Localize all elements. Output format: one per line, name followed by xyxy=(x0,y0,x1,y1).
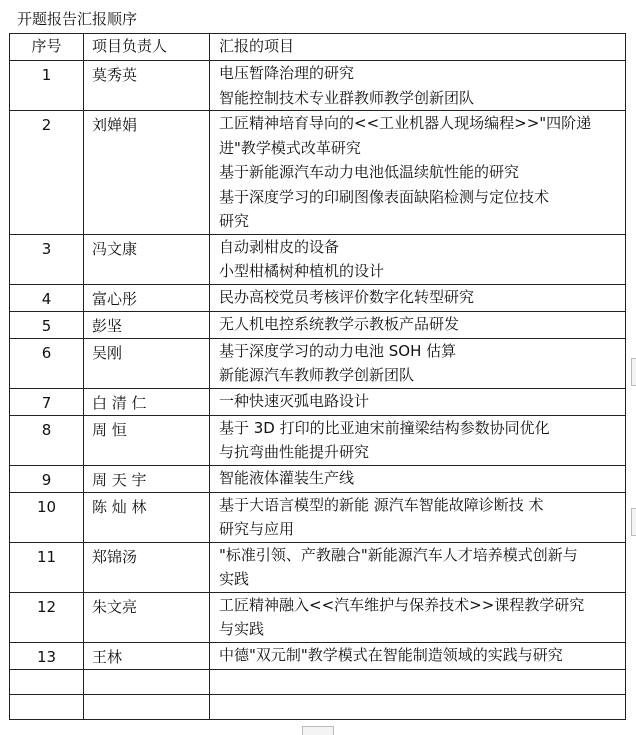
header-leader: 项目负责人 xyxy=(84,34,210,61)
project-leader: 周 恒 xyxy=(84,415,210,465)
table-row xyxy=(10,542,626,592)
row-number: 3 xyxy=(10,234,84,284)
project-list xyxy=(210,642,626,669)
project-line: 工匠精神融入<<汽车维护与保养技术>>课程教学研究 xyxy=(219,595,585,614)
table-row xyxy=(10,415,626,465)
table-row xyxy=(10,284,626,311)
page-margin-marker xyxy=(631,508,636,536)
project-line: 工匠精神培育导向的<<工业机器人现场编程>>"四阶递 xyxy=(219,114,592,132)
project-line: 实践 xyxy=(219,570,250,588)
project-line: 智能控制技术专业群教师教学创新团队 xyxy=(219,88,475,107)
row-number: 10 xyxy=(10,492,84,542)
project-line: 电压暂降治理的研究 xyxy=(219,64,355,82)
row-number: 1 xyxy=(10,61,84,111)
empty-cell[interactable] xyxy=(210,694,626,719)
row-number: 13 xyxy=(10,642,84,669)
project-list xyxy=(210,542,626,592)
project-list xyxy=(210,234,626,284)
table-row xyxy=(10,388,626,415)
project-list xyxy=(210,592,626,642)
project-leader: 彭坚 xyxy=(84,311,210,338)
project-line: 基于深度学习的动力电池 SOH 估算 xyxy=(219,341,457,360)
project-line: 基于大语言模型的新能 源汽车智能故障诊断技 术 xyxy=(219,495,544,514)
row-number: 5 xyxy=(10,311,84,338)
project-line: 基于 3D 打印的比亚迪宋前撞梁结构参数协同优化 xyxy=(219,418,550,437)
project-leader: 王林 xyxy=(84,642,210,669)
table-row xyxy=(10,592,626,642)
empty-cell[interactable] xyxy=(10,694,84,719)
row-number: 2 xyxy=(10,111,84,235)
empty-cell[interactable] xyxy=(84,669,210,694)
project-leader: 吴刚 xyxy=(84,338,210,388)
table-row xyxy=(10,492,626,542)
document-title: 开题报告汇报顺序 xyxy=(17,10,138,28)
project-list xyxy=(210,338,626,388)
row-number: 12 xyxy=(10,592,84,642)
table-row xyxy=(10,234,626,284)
project-line: "标准引领、产教融合"新能源汽车人才培养模式创新与 xyxy=(219,545,578,564)
project-line: 无人机电控系统教学示教板产品研发 xyxy=(219,314,460,333)
project-line: 智能液体灌装生产线 xyxy=(219,468,355,487)
project-leader: 富心彤 xyxy=(84,284,210,311)
project-line: 与抗弯曲性能提升研究 xyxy=(219,443,370,461)
project-line: 小型柑橘树种植机的设计 xyxy=(219,262,385,280)
project-leader: 白 清 仁 xyxy=(84,388,210,415)
project-line: 基于新能源汽车动力电池低温续航性能的研究 xyxy=(219,163,520,181)
page-margin-marker xyxy=(631,358,636,386)
project-line: 民办高校党员考核评价数字化转型研究 xyxy=(219,287,475,306)
row-number: 4 xyxy=(10,284,84,311)
row-number: 9 xyxy=(10,465,84,492)
empty-row xyxy=(10,694,626,719)
project-line: 基于深度学习的印刷图像表面缺陷检测与定位技术 xyxy=(219,187,550,206)
table-row xyxy=(10,61,626,111)
project-leader: 冯文康 xyxy=(84,234,210,284)
row-number: 7 xyxy=(10,388,84,415)
table-row xyxy=(10,338,626,388)
empty-cell[interactable] xyxy=(210,669,626,694)
header-number: 序号 xyxy=(10,34,84,61)
row-number: 6 xyxy=(10,338,84,388)
report-order-table xyxy=(9,33,626,720)
project-list xyxy=(210,311,626,338)
row-number: 8 xyxy=(10,415,84,465)
project-line: 新能源汽车教师教学创新团队 xyxy=(219,366,415,384)
empty-row xyxy=(10,669,626,694)
project-list xyxy=(210,284,626,311)
project-list xyxy=(210,61,626,111)
row-number: 11 xyxy=(10,542,84,592)
project-line: 自动剥柑皮的设备 xyxy=(219,237,340,256)
table-row xyxy=(10,311,626,338)
project-leader: 刘婵娟 xyxy=(84,111,210,235)
project-line: 研究 xyxy=(219,212,250,230)
project-list xyxy=(210,111,626,235)
project-list xyxy=(210,492,626,542)
empty-cell[interactable] xyxy=(10,669,84,694)
project-list xyxy=(210,388,626,415)
table-row xyxy=(10,642,626,669)
page-bottom-tab xyxy=(302,726,334,735)
header-project: 汇报的项目 xyxy=(210,34,626,61)
table-row xyxy=(10,111,626,235)
project-line: 一种快速灭弧电路设计 xyxy=(219,391,370,410)
project-line: 进"教学模式改革研究 xyxy=(219,138,361,157)
table-row xyxy=(10,465,626,492)
project-leader: 陈 灿 林 xyxy=(84,492,210,542)
project-leader: 周 天 宇 xyxy=(84,465,210,492)
project-leader: 朱文亮 xyxy=(84,592,210,642)
project-leader: 莫秀英 xyxy=(84,61,210,111)
project-list xyxy=(210,465,626,492)
project-line: 与实践 xyxy=(219,620,265,638)
project-list xyxy=(210,415,626,465)
table-header-row xyxy=(10,34,626,61)
project-line: 研究与应用 xyxy=(219,520,295,538)
project-line: 中德"双元制"教学模式在智能制造领域的实践与研究 xyxy=(219,645,563,664)
project-leader: 郑锦汤 xyxy=(84,542,210,592)
empty-cell[interactable] xyxy=(84,694,210,719)
